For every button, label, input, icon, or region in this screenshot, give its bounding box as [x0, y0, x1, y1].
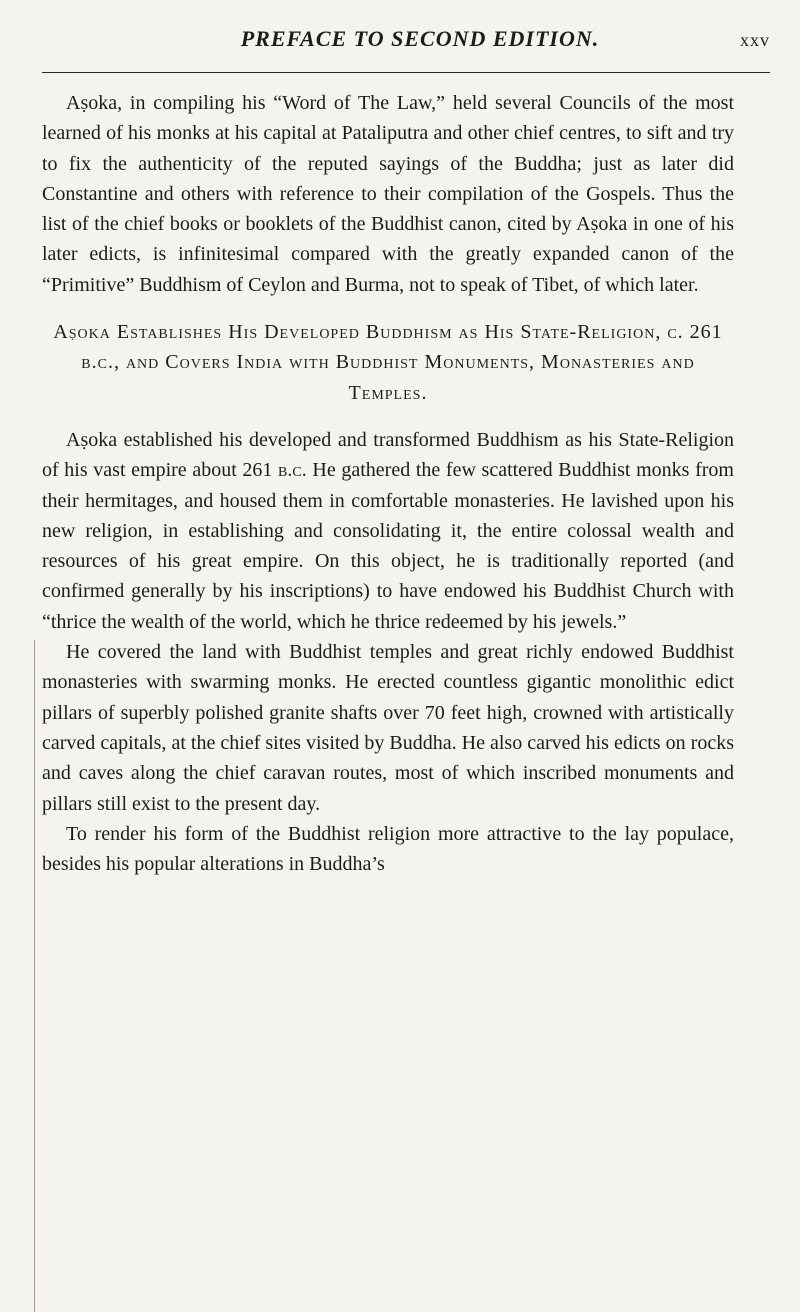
page-number: xxv: [740, 30, 770, 50]
paragraph-state-religion-part-2: He gathered the few scattered Buddhist monks from their hermitages, and housed them in comfortable monasteries. He lavished upon his new religion, in establishing and consolidating it, the entire colossal wealth and resources of his great empire. On this object, he is traditionally reported (and confirmed generally by his inscriptions) to have endowed his Buddhist Church with “thrice the wealth of the world, which he thrice redeemed by his jewels.”: [42, 459, 734, 633]
paragraph-state-religion-part-1: Aṣoka established his developed and transformed Buddhism as his State-Religion of his vast empire about 261: [42, 428, 734, 482]
paragraph-asoka-councils: Aṣoka, in compiling his “Word of The Law,” held several Councils of the most learned of his monks at his capital at Pataliputra and other chief centres, to sift and try to fix the authenticity of the reputed sayings of the Buddha; just as later did Constantine and others with reference to their compilation of the Gospels. Thus the list of the chief books or booklets of the Buddhist canon, cited by Aṣoka in one of his later edicts, is infinitesimal compared with the greatly expanded canon of the “Primitive” Buddhism of Ceylon and Burma, not to speak of Tibet, of which later.: [42, 92, 734, 296]
paragraph-monuments: He covered the land with Buddhist temples and great richly endowed Buddhist monasteries with swarming monks. He erected countless gigantic monolithic edict pillars of superbly polished granite shafts over 70 feet high, crowned with artistically carved capitals, at the chief sites visited by Buddha. He also carved his edicts on rocks and caves along the chief caravan routes, most of which inscribed monuments and pillars still exist to the present day.: [42, 641, 734, 815]
era-abbreviation: b.c.: [278, 459, 307, 482]
paragraph-lay-populace: To render his form of the Buddhist religion more attractive to the lay populace, besides his popular alterations in Buddha’s: [42, 822, 734, 876]
section-heading: Aṣoka Establishes His Developed Buddhism as His State-Religion, c. 261 b.c., and Covers India with Buddhist Monuments, Monasteries and Temples.: [53, 321, 723, 404]
page-header: [30, 0, 770, 70]
running-head: PREFACE TO SECOND EDITION.: [240, 26, 600, 51]
gutter-shadow: [34, 640, 35, 1312]
paragraph-state-religion: [42, 425, 734, 637]
header-rule: [42, 72, 770, 73]
book-page: [30, 0, 770, 1312]
body-text: [42, 88, 734, 879]
